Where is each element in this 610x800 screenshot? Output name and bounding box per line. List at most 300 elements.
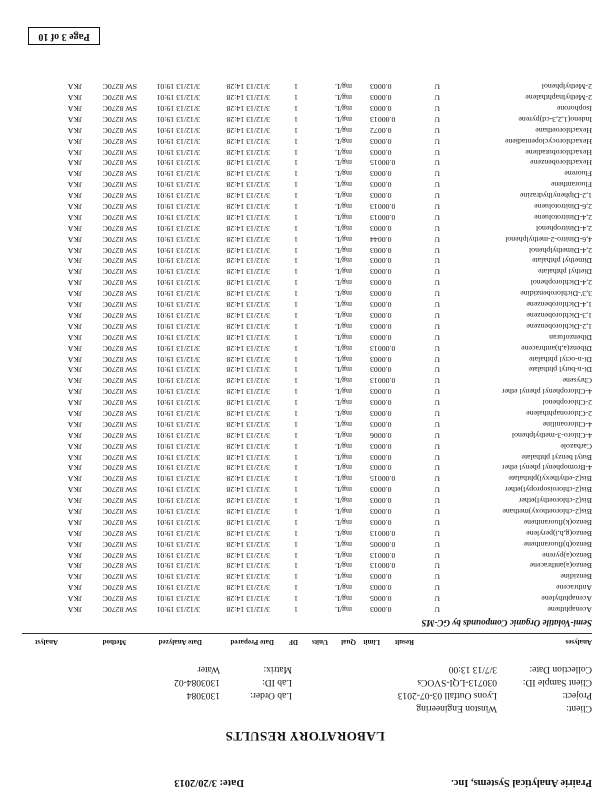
client-sample-value: 030713-LQI-SVOCs bbox=[417, 677, 497, 687]
analyst-initials: JKA bbox=[67, 354, 82, 364]
qualifier-flag: U bbox=[434, 332, 440, 342]
analyst-initials: JKA bbox=[67, 419, 82, 429]
dilution-factor: 1 bbox=[294, 419, 298, 429]
qualifier-flag: U bbox=[434, 136, 440, 146]
table-row bbox=[20, 516, 592, 527]
result-value: 0.0003 bbox=[370, 267, 392, 277]
table-row bbox=[20, 581, 592, 592]
matrix-value: Water bbox=[197, 664, 220, 674]
method-value: SW 8270C bbox=[102, 104, 137, 114]
dilution-factor: 1 bbox=[294, 594, 298, 604]
result-value: 0.00013 bbox=[370, 114, 396, 124]
analyte-name: 1,2-Diphenylhydrazine bbox=[519, 191, 592, 201]
qualifier-flag: U bbox=[434, 583, 440, 593]
dilution-factor: 1 bbox=[294, 452, 298, 462]
analyst-initials: JKA bbox=[67, 245, 82, 255]
units-value: mg/L bbox=[335, 430, 352, 440]
units-value: mg/L bbox=[335, 387, 352, 397]
qualifier-flag: U bbox=[434, 398, 440, 408]
dilution-factor: 1 bbox=[294, 398, 298, 408]
units-value: mg/L bbox=[335, 539, 352, 549]
method-value: SW 8270C bbox=[102, 289, 137, 299]
table-row bbox=[20, 505, 592, 516]
units-value: mg/L bbox=[335, 202, 352, 212]
result-value: 0.0003 bbox=[370, 289, 392, 299]
dilution-factor: 1 bbox=[294, 528, 298, 538]
dilution-factor: 1 bbox=[294, 136, 298, 146]
units-value: mg/L bbox=[335, 136, 352, 146]
analyte-name: Benzo(a)anthracene bbox=[529, 561, 592, 571]
col-df: DF bbox=[288, 638, 298, 646]
method-value: SW 8270C bbox=[102, 136, 137, 146]
qualifier-flag: U bbox=[434, 300, 440, 310]
method-value: SW 8270C bbox=[102, 430, 137, 440]
table-row bbox=[20, 472, 592, 483]
date-analyzed: 3/12/13 19:01 bbox=[156, 452, 200, 462]
qualifier-flag: U bbox=[434, 354, 440, 364]
analyst-initials: JKA bbox=[67, 496, 82, 506]
method-value: SW 8270C bbox=[102, 114, 137, 124]
date-analyzed: 3/12/13 19:01 bbox=[156, 223, 200, 233]
qualifier-flag: U bbox=[434, 517, 440, 527]
date-prepared: 3/12/13 14:28 bbox=[226, 180, 270, 190]
analyst-initials: JKA bbox=[67, 561, 82, 571]
qualifier-flag: U bbox=[434, 485, 440, 495]
analyte-name: Bis(2-chloroethyl)ether bbox=[518, 496, 592, 506]
date-prepared: 3/12/13 14:28 bbox=[226, 125, 270, 135]
date-analyzed: 3/12/13 19:01 bbox=[156, 191, 200, 201]
company-name: Prairie Analytical Systems, Inc. bbox=[451, 777, 592, 788]
analyst-initials: JKA bbox=[67, 452, 82, 462]
method-value: SW 8270C bbox=[102, 169, 137, 179]
qualifier-flag: U bbox=[434, 245, 440, 255]
units-value: mg/L bbox=[335, 583, 352, 593]
table-row bbox=[20, 298, 592, 309]
result-value: 0.00013 bbox=[370, 550, 396, 560]
analyst-initials: JKA bbox=[67, 441, 82, 451]
date-analyzed: 3/12/13 19:01 bbox=[156, 93, 200, 103]
analyte-name: Di-n-octyl phthalate bbox=[528, 354, 592, 364]
analyst-initials: JKA bbox=[67, 234, 82, 244]
result-value: 0.00013 bbox=[370, 528, 396, 538]
date-analyzed: 3/12/13 19:01 bbox=[156, 517, 200, 527]
units-value: mg/L bbox=[335, 452, 352, 462]
date-prepared: 3/12/13 14:28 bbox=[226, 343, 270, 353]
units-value: mg/L bbox=[335, 158, 352, 168]
method-value: SW 8270C bbox=[102, 398, 137, 408]
table-row bbox=[20, 91, 592, 102]
analyte-name: Fluorene bbox=[564, 169, 592, 179]
analyst-initials: JKA bbox=[67, 289, 82, 299]
analyst-initials: JKA bbox=[67, 398, 82, 408]
table-row bbox=[20, 146, 592, 157]
qualifier-flag: U bbox=[434, 114, 440, 124]
analyte-name: Bis(2-chloroethoxy)methane bbox=[502, 506, 592, 516]
date-analyzed: 3/12/13 19:01 bbox=[156, 550, 200, 560]
date-prepared: 3/12/13 14:28 bbox=[226, 496, 270, 506]
units-value: mg/L bbox=[335, 114, 352, 124]
dilution-factor: 1 bbox=[294, 572, 298, 582]
date-analyzed: 3/12/13 19:01 bbox=[156, 419, 200, 429]
col-date-analyzed: Date Analyzed bbox=[158, 638, 202, 646]
dilution-factor: 1 bbox=[294, 583, 298, 593]
method-value: SW 8270C bbox=[102, 343, 137, 353]
analyst-initials: JKA bbox=[67, 202, 82, 212]
table-row bbox=[20, 135, 592, 146]
dilution-factor: 1 bbox=[294, 561, 298, 571]
units-value: mg/L bbox=[335, 300, 352, 310]
dilution-factor: 1 bbox=[294, 104, 298, 114]
col-analyst: Analyst bbox=[35, 638, 58, 646]
units-value: mg/L bbox=[335, 125, 352, 135]
lab-order-label: Lab Order: bbox=[250, 690, 292, 700]
result-value: 0.0003 bbox=[370, 278, 392, 288]
units-value: mg/L bbox=[335, 180, 352, 190]
date-analyzed: 3/12/13 19:01 bbox=[156, 343, 200, 353]
date-analyzed: 3/12/13 19:01 bbox=[156, 82, 200, 92]
analyte-name: Benzo(k)fluoranthene bbox=[523, 517, 592, 527]
analyst-initials: JKA bbox=[67, 376, 82, 386]
units-value: mg/L bbox=[335, 343, 352, 353]
table-row bbox=[20, 222, 592, 233]
method-value: SW 8270C bbox=[102, 267, 137, 277]
date-analyzed: 3/12/13 19:01 bbox=[156, 376, 200, 386]
table-row bbox=[20, 592, 592, 603]
analyte-name: Di-n-butyl phthalate bbox=[528, 365, 592, 375]
qualifier-flag: U bbox=[434, 605, 440, 614]
dilution-factor: 1 bbox=[294, 506, 298, 516]
analyst-initials: JKA bbox=[67, 365, 82, 375]
method-value: SW 8270C bbox=[102, 583, 137, 593]
result-value: 0.0003 bbox=[370, 452, 392, 462]
col-qual: Qual bbox=[341, 638, 356, 646]
date-prepared: 3/12/13 14:28 bbox=[226, 605, 270, 614]
analyte-name: Anthracene bbox=[556, 583, 592, 593]
date-analyzed: 3/12/13 19:01 bbox=[156, 365, 200, 375]
result-value: 0.0003 bbox=[370, 485, 392, 495]
result-value: 0.00015 bbox=[370, 158, 396, 168]
dilution-factor: 1 bbox=[294, 158, 298, 168]
col-date-prepared: Date Prepared bbox=[230, 638, 274, 646]
date-analyzed: 3/12/13 19:01 bbox=[156, 354, 200, 364]
results-table bbox=[20, 80, 592, 614]
analyst-initials: JKA bbox=[67, 191, 82, 201]
units-value: mg/L bbox=[335, 191, 352, 201]
date-prepared: 3/12/13 14:28 bbox=[226, 474, 270, 484]
analyte-name: 2,4-Dimethylphenol bbox=[528, 245, 592, 255]
date-analyzed: 3/12/13 19:01 bbox=[156, 539, 200, 549]
method-value: SW 8270C bbox=[102, 82, 137, 92]
report-date bbox=[174, 777, 244, 788]
analyst-initials: JKA bbox=[67, 147, 82, 157]
units-value: mg/L bbox=[335, 463, 352, 473]
date-analyzed: 3/12/13 19:01 bbox=[156, 114, 200, 124]
analyte-name: Dibenz(a,h)anthracene bbox=[521, 343, 592, 353]
method-value: SW 8270C bbox=[102, 463, 137, 473]
analyte-name: Hexachloroethane bbox=[535, 125, 592, 135]
result-value: 0.0003 bbox=[370, 223, 392, 233]
result-value: 0.0003 bbox=[370, 169, 392, 179]
date-analyzed: 3/12/13 19:01 bbox=[156, 474, 200, 484]
table-row bbox=[20, 462, 592, 473]
date-prepared: 3/12/13 14:28 bbox=[226, 441, 270, 451]
analyst-initials: JKA bbox=[67, 82, 82, 92]
table-row bbox=[20, 287, 592, 298]
units-value: mg/L bbox=[335, 267, 352, 277]
date-analyzed: 3/12/13 19:01 bbox=[156, 289, 200, 299]
dilution-factor: 1 bbox=[294, 256, 298, 266]
units-value: mg/L bbox=[335, 419, 352, 429]
units-value: mg/L bbox=[335, 365, 352, 375]
analyte-name: Benzidine bbox=[560, 572, 592, 582]
result-value: 0.0003 bbox=[370, 93, 392, 103]
qualifier-flag: U bbox=[434, 343, 440, 353]
project-label: Project: bbox=[562, 690, 592, 700]
units-value: mg/L bbox=[335, 332, 352, 342]
method-value: SW 8270C bbox=[102, 158, 137, 168]
method-value: SW 8270C bbox=[102, 496, 137, 506]
analyte-name: Hexachlorobenzene bbox=[530, 158, 592, 168]
method-value: SW 8270C bbox=[102, 332, 137, 342]
qualifier-flag: U bbox=[434, 376, 440, 386]
date-prepared: 3/12/13 14:28 bbox=[226, 289, 270, 299]
method-value: SW 8270C bbox=[102, 452, 137, 462]
date-analyzed: 3/12/13 19:01 bbox=[156, 234, 200, 244]
units-value: mg/L bbox=[335, 256, 352, 266]
table-row bbox=[20, 200, 592, 211]
qualifier-flag: U bbox=[434, 365, 440, 375]
qualifier-flag: U bbox=[434, 147, 440, 157]
dilution-factor: 1 bbox=[294, 278, 298, 288]
analyte-name: 4-Chloro-3-methylphenol bbox=[511, 430, 592, 440]
result-value: 0.0003 bbox=[370, 419, 392, 429]
analyte-name: 2,4-Dinitrotoluene bbox=[534, 212, 592, 222]
date-prepared: 3/12/13 14:28 bbox=[226, 82, 270, 92]
date-analyzed: 3/12/13 19:01 bbox=[156, 398, 200, 408]
qualifier-flag: U bbox=[434, 212, 440, 222]
client-value: Winston Engineering bbox=[416, 703, 497, 713]
collection-value: 3/7/13 13:00 bbox=[448, 664, 497, 674]
method-value: SW 8270C bbox=[102, 256, 137, 266]
table-row bbox=[20, 331, 592, 342]
result-value: 0.0003 bbox=[370, 104, 392, 114]
table-row bbox=[20, 178, 592, 189]
method-value: SW 8270C bbox=[102, 234, 137, 244]
method-value: SW 8270C bbox=[102, 321, 137, 331]
dilution-factor: 1 bbox=[294, 191, 298, 201]
qualifier-flag: U bbox=[434, 474, 440, 484]
analyst-initials: JKA bbox=[67, 463, 82, 473]
units-value: mg/L bbox=[335, 321, 352, 331]
dilution-factor: 1 bbox=[294, 539, 298, 549]
dilution-factor: 1 bbox=[294, 202, 298, 212]
date-prepared: 3/12/13 14:28 bbox=[226, 267, 270, 277]
method-value: SW 8270C bbox=[102, 300, 137, 310]
method-value: SW 8270C bbox=[102, 202, 137, 212]
analyte-name: 2-Chlorophenol bbox=[542, 398, 592, 408]
method-value: SW 8270C bbox=[102, 223, 137, 233]
table-row bbox=[20, 538, 592, 549]
date-analyzed: 3/12/13 19:01 bbox=[156, 136, 200, 146]
qualifier-flag: U bbox=[434, 202, 440, 212]
units-value: mg/L bbox=[335, 474, 352, 484]
dilution-factor: 1 bbox=[294, 365, 298, 375]
analyte-name: 2-Methylphenol bbox=[541, 82, 592, 92]
date-prepared: 3/12/13 14:28 bbox=[226, 212, 270, 222]
result-value: 0.0003 bbox=[370, 354, 392, 364]
result-value: 0.0072 bbox=[370, 125, 392, 135]
analyte-name: Benzo(g,h,i)perylene bbox=[526, 528, 592, 538]
analyte-name: 4-Chlorophenyl phenyl ether bbox=[501, 387, 592, 397]
qualifier-flag: U bbox=[434, 496, 440, 506]
table-row bbox=[20, 276, 592, 287]
date-prepared: 3/12/13 14:28 bbox=[226, 550, 270, 560]
dilution-factor: 1 bbox=[294, 267, 298, 277]
date-analyzed: 3/12/13 19:01 bbox=[156, 594, 200, 604]
table-row bbox=[20, 309, 592, 320]
method-value: SW 8270C bbox=[102, 376, 137, 386]
qualifier-flag: U bbox=[434, 158, 440, 168]
lab-id-value: 1303084-02 bbox=[174, 677, 220, 687]
result-value: 0.0003 bbox=[370, 256, 392, 266]
analyst-initials: JKA bbox=[67, 114, 82, 124]
method-value: SW 8270C bbox=[102, 550, 137, 560]
units-value: mg/L bbox=[335, 496, 352, 506]
result-value: 0.0003 bbox=[370, 398, 392, 408]
analyst-initials: JKA bbox=[67, 539, 82, 549]
table-row bbox=[20, 494, 592, 505]
analyte-name: Bis(2-chloroisopropyl)ether bbox=[504, 485, 592, 495]
analyte-name: 1,2-Dichlorobenzene bbox=[526, 321, 592, 331]
method-value: SW 8270C bbox=[102, 528, 137, 538]
qualifier-flag: U bbox=[434, 452, 440, 462]
units-value: mg/L bbox=[335, 550, 352, 560]
result-value: 0.00015 bbox=[370, 474, 396, 484]
analyst-initials: JKA bbox=[67, 180, 82, 190]
date-prepared: 3/12/13 14:28 bbox=[226, 398, 270, 408]
qualifier-flag: U bbox=[434, 256, 440, 266]
table-row bbox=[20, 102, 592, 113]
date-prepared: 3/12/13 14:28 bbox=[226, 169, 270, 179]
qualifier-flag: U bbox=[434, 550, 440, 560]
qualifier-flag: U bbox=[434, 539, 440, 549]
analyst-initials: JKA bbox=[67, 474, 82, 484]
date-prepared: 3/12/13 14:28 bbox=[226, 93, 270, 103]
units-value: mg/L bbox=[335, 310, 352, 320]
method-value: SW 8270C bbox=[102, 245, 137, 255]
table-row bbox=[20, 255, 592, 266]
result-value: 0.0003 bbox=[370, 517, 392, 527]
method-value: SW 8270C bbox=[102, 365, 137, 375]
date-analyzed: 3/12/13 19:01 bbox=[156, 125, 200, 135]
date-prepared: 3/12/13 14:28 bbox=[226, 223, 270, 233]
analyte-name: Benzo(b)fluoranthene bbox=[523, 539, 592, 549]
dilution-factor: 1 bbox=[294, 321, 298, 331]
method-value: SW 8270C bbox=[102, 147, 137, 157]
analyte-name: 2,4-Dichlorophenol bbox=[530, 278, 592, 288]
table-row bbox=[20, 353, 592, 364]
date-prepared: 3/12/13 14:28 bbox=[226, 517, 270, 527]
analyst-initials: JKA bbox=[67, 408, 82, 418]
analyst-initials: JKA bbox=[67, 517, 82, 527]
dilution-factor: 1 bbox=[294, 343, 298, 353]
result-value: 0.0005 bbox=[370, 594, 392, 604]
date-analyzed: 3/12/13 19:01 bbox=[156, 278, 200, 288]
units-value: mg/L bbox=[335, 594, 352, 604]
qualifier-flag: U bbox=[434, 191, 440, 201]
date-prepared: 3/12/13 14:28 bbox=[226, 485, 270, 495]
date-prepared: 3/12/13 14:28 bbox=[226, 202, 270, 212]
table-row bbox=[20, 189, 592, 200]
dilution-factor: 1 bbox=[294, 376, 298, 386]
analyte-name: 2,4-Dinitrophenol bbox=[535, 223, 592, 233]
dilution-factor: 1 bbox=[294, 430, 298, 440]
qualifier-flag: U bbox=[434, 572, 440, 582]
dilution-factor: 1 bbox=[294, 605, 298, 614]
col-limit: Limit bbox=[363, 638, 380, 646]
result-value: 0.0003 bbox=[370, 583, 392, 593]
analyst-initials: JKA bbox=[67, 223, 82, 233]
analyst-initials: JKA bbox=[67, 310, 82, 320]
date-analyzed: 3/12/13 19:01 bbox=[156, 572, 200, 582]
units-value: mg/L bbox=[335, 408, 352, 418]
result-value: 0.0003 bbox=[370, 147, 392, 157]
units-value: mg/L bbox=[335, 245, 352, 255]
date-analyzed: 3/12/13 19:01 bbox=[156, 245, 200, 255]
table-row bbox=[20, 167, 592, 178]
date-analyzed: 3/12/13 19:01 bbox=[156, 496, 200, 506]
analyte-name: Diethyl phthalate bbox=[538, 267, 592, 277]
analyst-initials: JKA bbox=[67, 550, 82, 560]
units-value: mg/L bbox=[335, 398, 352, 408]
date-analyzed: 3/12/13 19:01 bbox=[156, 463, 200, 473]
dilution-factor: 1 bbox=[294, 310, 298, 320]
table-row bbox=[20, 374, 592, 385]
project-value: Lyons Outfall 03-07-2013 bbox=[397, 690, 497, 700]
date-analyzed: 3/12/13 19:01 bbox=[156, 202, 200, 212]
result-value: 0.0003 bbox=[370, 310, 392, 320]
analyst-initials: JKA bbox=[67, 278, 82, 288]
table-row bbox=[20, 157, 592, 168]
method-value: SW 8270C bbox=[102, 506, 137, 516]
analyst-initials: JKA bbox=[67, 125, 82, 135]
result-value: 0.0003 bbox=[370, 572, 392, 582]
analyst-initials: JKA bbox=[67, 136, 82, 146]
qualifier-flag: U bbox=[434, 441, 440, 451]
date-prepared: 3/12/13 14:28 bbox=[226, 321, 270, 331]
date-prepared: 3/12/13 14:28 bbox=[226, 104, 270, 114]
dilution-factor: 1 bbox=[294, 93, 298, 103]
page-number: Page 3 of 10 bbox=[28, 27, 100, 45]
date-analyzed: 3/12/13 19:01 bbox=[156, 310, 200, 320]
analyte-name: Indeno(1,2,3-cd)pyrene bbox=[518, 114, 592, 124]
dilution-factor: 1 bbox=[294, 82, 298, 92]
units-value: mg/L bbox=[335, 278, 352, 288]
date-analyzed: 3/12/13 19:01 bbox=[156, 408, 200, 418]
method-value: SW 8270C bbox=[102, 474, 137, 484]
method-value: SW 8270C bbox=[102, 310, 137, 320]
dilution-factor: 1 bbox=[294, 408, 298, 418]
qualifier-flag: U bbox=[434, 278, 440, 288]
date-analyzed: 3/12/13 19:01 bbox=[156, 332, 200, 342]
units-value: mg/L bbox=[335, 223, 352, 233]
dilution-factor: 1 bbox=[294, 245, 298, 255]
date-analyzed: 3/12/13 19:01 bbox=[156, 561, 200, 571]
method-value: SW 8270C bbox=[102, 572, 137, 582]
result-value: 0.0003 bbox=[370, 605, 392, 614]
analyte-name: 4-Chloroaniline bbox=[542, 419, 592, 429]
result-value: 0.0003 bbox=[370, 496, 392, 506]
